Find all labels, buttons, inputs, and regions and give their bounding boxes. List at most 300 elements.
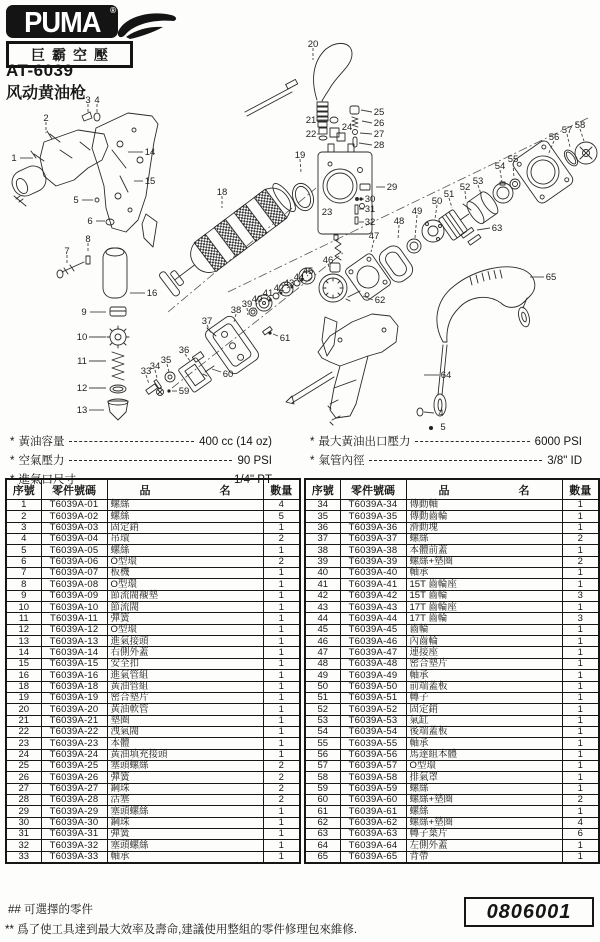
cell-qty: 1	[263, 647, 300, 658]
cell-no: 37	[305, 534, 340, 545]
part-callout-number: 39	[241, 299, 253, 310]
parts-row	[6, 726, 300, 737]
cell-qty: 1	[263, 579, 300, 590]
parts-row	[305, 726, 599, 737]
part-callout-number: 37	[201, 316, 213, 327]
header-name-right-char: 名	[518, 484, 530, 497]
cell-part-number: T6039A-27	[41, 783, 107, 794]
cell-part-name: 連接座	[406, 647, 562, 658]
parts-row	[6, 670, 300, 681]
cell-part-number: T6039A-08	[41, 579, 107, 590]
cell-no: 46	[305, 636, 340, 647]
callout-leader-line	[398, 225, 399, 240]
cell-part-number: T6039A-11	[41, 613, 107, 624]
cell-part-number: T6039A-09	[41, 590, 107, 601]
cell-part-number: T6039A-25	[41, 760, 107, 771]
cell-qty: 1	[562, 500, 599, 511]
spec-label: 空氣壓力	[18, 455, 65, 467]
parts-row	[6, 556, 300, 567]
part-callout-number: 24	[341, 122, 353, 133]
cell-part-number: T6039A-05	[41, 545, 107, 556]
throttle-valve-parts	[107, 307, 129, 420]
spec-line	[310, 433, 582, 449]
cell-qty: 1	[263, 738, 300, 749]
cell-part-number: T6039A-20	[41, 704, 107, 715]
part-callout-number: 35	[160, 355, 172, 366]
parts-row	[305, 568, 599, 579]
cell-no: 31	[6, 828, 41, 839]
parts-row	[305, 500, 599, 511]
cell-no: 29	[6, 806, 41, 817]
cell-no: 34	[305, 500, 340, 511]
parts-row	[6, 783, 300, 794]
cell-part-number: T6039A-42	[340, 590, 406, 601]
cell-no: 51	[305, 692, 340, 703]
cell-no: 62	[305, 817, 340, 828]
part-callout-number: 44	[293, 272, 305, 283]
part-callout-number: 12	[76, 383, 88, 394]
cell-part-name: 17T 齒輪	[406, 613, 562, 624]
cell-no: 54	[305, 726, 340, 737]
cell-no: 16	[6, 670, 41, 681]
cell-no: 11	[6, 613, 41, 624]
cell-part-number: T6039A-41	[340, 579, 406, 590]
callout-leader-line	[415, 215, 417, 238]
header-part-number: 零件號碼	[41, 479, 107, 500]
cell-no: 53	[305, 715, 340, 726]
spec-value: 400 cc (14 oz)	[199, 436, 272, 448]
parts-tables	[5, 478, 600, 864]
air-inlet-tube	[103, 248, 127, 298]
cell-part-number: T6039A-38	[340, 545, 406, 556]
cell-part-name: 15T 齒輪座	[406, 579, 562, 590]
cell-part-name: 內齒輪	[406, 636, 562, 647]
cell-part-name: 傳動齒輪	[406, 511, 562, 522]
part-callout-number: 65	[545, 272, 557, 283]
part-callout-number: 58	[574, 120, 586, 131]
part-callout-number: 42	[273, 283, 285, 294]
cell-no: 21	[6, 715, 41, 726]
parts-row	[6, 590, 300, 601]
part-callout-number: 50	[431, 196, 443, 207]
cell-qty: 1	[562, 806, 599, 817]
cell-no: 27	[6, 783, 41, 794]
parts-row	[305, 602, 599, 613]
callout-dot	[268, 331, 271, 334]
cell-qty: 1	[562, 726, 599, 737]
cell-part-number: T6039A-06	[41, 556, 107, 567]
cell-part-number: T6039A-10	[41, 602, 107, 613]
cell-no: 52	[305, 704, 340, 715]
cell-qty: 4	[263, 500, 300, 511]
cell-part-number: T6039A-22	[41, 726, 107, 737]
part-callout-number: 9	[81, 307, 87, 318]
cell-part-number: T6039A-07	[41, 568, 107, 579]
part-callout-number: 51	[443, 189, 455, 200]
callout-leader-line	[477, 228, 490, 230]
spec-line	[310, 452, 582, 468]
parts-row	[6, 681, 300, 692]
table-header-row	[305, 479, 599, 500]
cell-no: 58	[305, 772, 340, 783]
cell-part-name: 彈簧	[107, 613, 263, 624]
cell-no: 45	[305, 624, 340, 635]
cell-part-number: T6039A-55	[340, 738, 406, 749]
cell-part-name: 螺絲	[107, 500, 263, 511]
cell-part-number: T6039A-15	[41, 658, 107, 669]
cell-qty: 1	[263, 658, 300, 669]
part-callout-number: 62	[374, 295, 386, 306]
note-repair-kit: ** 爲了使工具達到最大效率及壽命,建議使用整組的零件修理包來維修.	[5, 924, 358, 936]
cell-qty: 2	[263, 783, 300, 794]
parts-row	[305, 534, 599, 545]
spec-line	[10, 452, 272, 468]
cell-no: 25	[6, 760, 41, 771]
parts-row	[305, 624, 599, 635]
cell-part-name: 螺絲	[406, 806, 562, 817]
cell-part-number: T6039A-56	[340, 749, 406, 760]
cell-no: 33	[6, 851, 41, 863]
part-callout-number: 38	[230, 305, 242, 316]
cell-no: 56	[305, 749, 340, 760]
part-callout-number: 59	[178, 386, 190, 397]
cell-part-name: 墊圈	[107, 715, 263, 726]
part-callout-number: 19	[294, 150, 306, 161]
callout-leader-line	[273, 334, 278, 336]
cell-qty: 1	[263, 681, 300, 692]
cell-part-name: 本體	[107, 738, 263, 749]
callout-layer	[11, 39, 585, 433]
grip-housing	[142, 214, 433, 430]
parts-row	[305, 545, 599, 556]
part-callout-number: 5	[73, 195, 79, 206]
parts-row	[305, 817, 599, 828]
cell-no: 60	[305, 794, 340, 805]
part-callout-number: 30	[364, 194, 376, 205]
part-callout-number: 41	[262, 288, 274, 299]
cell-no: 4	[6, 534, 41, 545]
parts-table-right	[304, 478, 600, 864]
part-callout-number: 46	[322, 255, 334, 266]
cell-no: 41	[305, 579, 340, 590]
part-callout-number: 55	[507, 154, 519, 165]
cell-no: 19	[6, 692, 41, 703]
cell-qty: 1	[263, 715, 300, 726]
cell-part-name: 進氣管組	[107, 670, 263, 681]
brand-logo	[6, 5, 133, 68]
cell-no: 55	[305, 738, 340, 749]
cell-qty: 6	[562, 828, 599, 839]
cell-part-number: T6039A-03	[41, 522, 107, 533]
cell-qty: 1	[263, 545, 300, 556]
parts-row	[6, 636, 300, 647]
cell-part-name: 彈簧	[107, 772, 263, 783]
cell-no: 36	[305, 522, 340, 533]
part-callout-number: 11	[77, 356, 87, 367]
cell-part-number: T6039A-52	[340, 704, 406, 715]
cell-part-name: 彈簧	[107, 828, 263, 839]
cell-part-name: 安全扣	[107, 658, 263, 669]
cell-qty: 1	[263, 851, 300, 863]
parts-row	[305, 636, 599, 647]
cell-qty: 1	[562, 760, 599, 771]
cell-no: 15	[6, 658, 41, 669]
brand-subtitle: 巨霸空壓	[6, 41, 133, 68]
cell-part-number: T6039A-02	[41, 511, 107, 522]
parts-row	[6, 568, 300, 579]
callout-leader-line	[513, 163, 514, 178]
cell-part-name: 螺絲	[107, 545, 263, 556]
cell-part-number: T6039A-35	[340, 511, 406, 522]
callout-leader-line	[435, 205, 437, 219]
part-callout-number: 29	[386, 182, 398, 193]
parts-row	[305, 794, 599, 805]
cell-part-number: T6039A-63	[340, 828, 406, 839]
cell-qty: 1	[562, 704, 599, 715]
spec-bullet: *	[10, 436, 15, 448]
cell-part-name: 固定銷	[107, 522, 263, 533]
parts-row	[6, 522, 300, 533]
shoulder-strap	[434, 267, 535, 416]
cell-part-name: 活塞	[107, 794, 263, 805]
spec-value: 3/8" ID	[547, 455, 582, 467]
grease-hose	[245, 43, 352, 140]
part-callout-number: 23	[321, 207, 333, 218]
cell-qty: 1	[562, 681, 599, 692]
cell-qty: 2	[562, 534, 599, 545]
cell-part-name: 滑動塊	[406, 522, 562, 533]
parts-row	[305, 840, 599, 851]
part-callout-number: 27	[373, 129, 385, 140]
parts-row	[6, 545, 300, 556]
cell-no: 10	[6, 602, 41, 613]
cell-qty: 1	[562, 658, 599, 669]
part-callout-number: 5	[440, 422, 446, 433]
spec-value: 90 PSI	[237, 455, 272, 467]
cell-part-number: T6039A-39	[340, 556, 406, 567]
cell-qty: 2	[263, 794, 300, 805]
cell-no: 12	[6, 624, 41, 635]
cell-part-name: 吊環	[107, 534, 263, 545]
part-callout-number: 53	[472, 176, 484, 187]
cell-no: 9	[6, 590, 41, 601]
part-callout-number: 10	[76, 332, 88, 343]
part-callout-number: 3	[85, 95, 91, 106]
cell-no: 32	[6, 840, 41, 851]
cell-part-name: 馬達組本體	[406, 749, 562, 760]
parts-row	[305, 522, 599, 533]
cell-no: 6	[6, 556, 41, 567]
cell-qty: 1	[562, 749, 599, 760]
part-callout-number: 43	[283, 278, 295, 289]
document-number: 0806001	[486, 900, 572, 923]
cell-part-name: 塞頭螺絲	[107, 840, 263, 851]
parts-row	[305, 704, 599, 715]
part-callout-number: 28	[373, 140, 385, 151]
cell-no: 47	[305, 647, 340, 658]
cell-part-number: T6039A-45	[340, 624, 406, 635]
cell-part-number: T6039A-21	[41, 715, 107, 726]
cell-part-name: 洩氣閥	[107, 726, 263, 737]
cell-part-name: 黃油填充接頭	[107, 749, 263, 760]
header-no: 序號	[6, 479, 41, 500]
parts-row	[305, 692, 599, 703]
cell-part-name: O型環	[107, 624, 263, 635]
parts-row	[6, 602, 300, 613]
cell-part-number: T6039A-48	[340, 658, 406, 669]
cell-qty: 1	[263, 613, 300, 624]
cell-qty: 1	[562, 636, 599, 647]
cell-no: 40	[305, 568, 340, 579]
cell-qty: 1	[562, 522, 599, 533]
part-callout-number: 20	[307, 39, 319, 50]
registered-trademark: ®	[110, 6, 116, 15]
parts-row	[6, 817, 300, 828]
part-callout-number: 6	[87, 216, 93, 227]
cell-no: 64	[305, 840, 340, 851]
cell-qty: 1	[263, 817, 300, 828]
cell-part-name: 傳動軸	[406, 500, 562, 511]
part-callout-number: 2	[43, 113, 49, 124]
cell-qty: 2	[562, 794, 599, 805]
cell-no: 30	[6, 817, 41, 828]
cell-qty: 2	[263, 760, 300, 771]
spec-value: 6000 PSI	[534, 436, 582, 448]
cell-part-number: T6039A-29	[41, 806, 107, 817]
cell-part-name: O型環	[107, 556, 263, 567]
parts-row	[305, 772, 599, 783]
part-callout-number: 54	[494, 161, 506, 172]
parts-row	[6, 511, 300, 522]
cell-part-name: 螺絲	[406, 783, 562, 794]
cell-part-number: T6039A-43	[340, 602, 406, 613]
spec-label: 黃油容量	[18, 436, 65, 448]
cell-part-number: T6039A-32	[41, 840, 107, 851]
cell-part-name: 轉子	[406, 692, 562, 703]
cell-part-number: T6039A-12	[41, 624, 107, 635]
document-number-box	[464, 897, 594, 927]
cell-part-name: 節流閥襯墊	[107, 590, 263, 601]
cell-no: 13	[6, 636, 41, 647]
header-name-left-char: 品	[139, 484, 151, 497]
cell-part-name: 15T 齒輪	[406, 590, 562, 601]
parts-row	[6, 500, 300, 511]
parts-row	[305, 670, 599, 681]
parts-row	[305, 613, 599, 624]
cell-no: 35	[305, 511, 340, 522]
part-callout-number: 34	[149, 361, 161, 372]
cell-qty: 1	[562, 851, 599, 863]
cell-qty: 1	[263, 749, 300, 760]
parts-row	[305, 783, 599, 794]
cell-no: 43	[305, 602, 340, 613]
part-callout-number: 45	[302, 266, 314, 277]
cell-no: 1	[6, 500, 41, 511]
cell-qty: 1	[263, 568, 300, 579]
cell-no: 65	[305, 851, 340, 863]
parts-row	[305, 715, 599, 726]
cell-part-name: 左側外蓋	[406, 840, 562, 851]
parts-row	[6, 579, 300, 590]
header-part-name	[406, 479, 562, 500]
cell-no: 23	[6, 738, 41, 749]
part-callout-number: 8	[85, 234, 91, 245]
cell-qty: 1	[263, 806, 300, 817]
parts-row	[305, 749, 599, 760]
parts-table-left	[5, 478, 301, 864]
cell-no: 39	[305, 556, 340, 567]
swoosh-icon	[116, 10, 180, 42]
header-qty: 數量	[562, 479, 599, 500]
cell-qty: 2	[263, 534, 300, 545]
cell-qty: 1	[562, 568, 599, 579]
cell-part-number: T6039A-60	[340, 794, 406, 805]
part-callout-number: 60	[222, 369, 234, 380]
cell-qty: 1	[562, 772, 599, 783]
cell-part-number: T6039A-40	[340, 568, 406, 579]
cell-qty: 1	[263, 840, 300, 851]
header-name-left-char: 品	[438, 484, 450, 497]
cell-qty: 1	[263, 590, 300, 601]
cell-part-number: T6039A-47	[340, 647, 406, 658]
cell-qty: 4	[562, 817, 599, 828]
cell-part-number: T6039A-04	[41, 534, 107, 545]
cell-qty: 1	[263, 704, 300, 715]
part-callout-number: 14	[144, 147, 156, 158]
cell-part-number: T6039A-50	[340, 681, 406, 692]
cell-part-number: T6039A-62	[340, 817, 406, 828]
cell-part-number: T6039A-33	[41, 851, 107, 863]
cell-part-number: T6039A-18	[41, 681, 107, 692]
cell-part-name: 轉子葉片	[406, 828, 562, 839]
callout-leader-line	[362, 121, 372, 123]
cell-qty: 1	[263, 522, 300, 533]
cell-no: 59	[305, 783, 340, 794]
page-title: 风动黄油枪	[6, 85, 87, 102]
cell-part-number: T6039A-65	[340, 851, 406, 863]
cell-part-name: 密合墊片	[107, 692, 263, 703]
parts-row	[305, 579, 599, 590]
cell-part-name: 鋼珠	[107, 783, 263, 794]
callout-leader-line	[360, 133, 372, 134]
spec-leader-dashes	[69, 460, 232, 461]
part-callout-number: 56	[548, 132, 560, 143]
cell-part-name: 本體前蓋	[406, 545, 562, 556]
cell-qty: 1	[263, 670, 300, 681]
cell-no: 49	[305, 670, 340, 681]
cell-qty: 2	[263, 556, 300, 567]
part-callout-number: 1	[11, 153, 17, 164]
cell-no: 24	[6, 749, 41, 760]
cell-part-number: T6039A-61	[340, 806, 406, 817]
part-callout-number: 26	[373, 118, 385, 129]
parts-row	[6, 534, 300, 545]
cell-no: 8	[6, 579, 41, 590]
parts-row	[305, 806, 599, 817]
parts-row	[6, 704, 300, 715]
cell-part-name: 齒輪	[406, 624, 562, 635]
cell-no: 18	[6, 681, 41, 692]
cell-part-name: 排氣罩	[406, 772, 562, 783]
part-callout-number: 57	[561, 125, 573, 136]
cell-qty: 1	[562, 715, 599, 726]
model-number: AT-6039	[6, 61, 74, 80]
cell-part-name: 螺絲+墊圈	[406, 817, 562, 828]
puma-logo-plate	[6, 5, 118, 38]
cell-part-number: T6039A-36	[340, 522, 406, 533]
part-callout-number: 15	[144, 176, 156, 187]
parts-row	[6, 772, 300, 783]
